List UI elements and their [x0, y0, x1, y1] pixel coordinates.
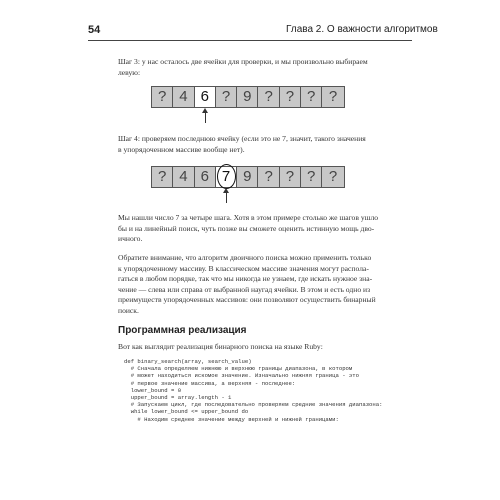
section-title: Программная реализация: [118, 325, 247, 336]
step3-array: [151, 86, 345, 108]
array-cell: 4: [173, 167, 194, 187]
arrow-up-icon: [226, 191, 227, 203]
array-cell: ?: [216, 87, 237, 107]
array-cell: 9: [237, 87, 258, 107]
text-line: чение — слева или справа от выбранной наугад ячейки. В этом и есть одно из: [118, 284, 371, 294]
text-line: гаться в любом порядке, так что мы никогда не узнаем, где искать нужное зна-: [118, 274, 373, 284]
text-line: преимуществ упорядоченных массивов: они позволяют осуществить бинарный: [118, 295, 376, 305]
array-cell: ?: [258, 87, 279, 107]
code-line: upper_bound = array.length - 1: [124, 394, 232, 402]
array-cell: 4: [173, 87, 194, 107]
array-cell: ?: [322, 87, 343, 107]
code-line: # первое значение массива, а верхняя - последнее:: [124, 379, 296, 387]
code-line: while lower_bound <= upper_bound do: [124, 408, 249, 416]
text-line: Вот как выглядит реализация бинарного поиска на языке Ruby:: [118, 342, 323, 351]
step4-array: [151, 166, 345, 188]
text-line: Обратите внимание, что алгоритм двоичного поиска можно применить только: [118, 253, 372, 262]
step4-text: [118, 134, 414, 155]
step4-line: в упорядоченном массиве вообще нет).: [118, 144, 245, 154]
step3-line: левую:: [118, 67, 141, 77]
step3-line: Шаг 3: у нас осталось две ячейки для проверки, и мы произвольно выбираем: [118, 57, 368, 66]
array-cell: ?: [152, 87, 173, 107]
code-line: # Сначала определяем нижнюю и верхнюю границы диапазона, в котором: [124, 365, 353, 373]
code-line: # может находиться искомое значение. Изначально нижняя граница - это: [124, 372, 359, 380]
code-line: def binary_search(array, search_value): [124, 358, 252, 365]
array-cell: ?: [280, 167, 301, 187]
array-cell: ?: [322, 167, 343, 187]
page-number: 54: [88, 24, 101, 36]
array-cell: 6: [195, 167, 216, 187]
code-line: # Запускаем цикл, где последовательно проверяем средние значения диапазона:: [124, 401, 383, 409]
code-line: lower_bound = 0: [124, 386, 182, 394]
text-line: поиск.: [118, 305, 139, 315]
array-cell-found: 7: [216, 167, 237, 187]
code-block: [124, 358, 414, 423]
array-cell: ?: [301, 167, 322, 187]
arrow-up-icon: [205, 111, 206, 123]
text-line: к упорядоченному массиву. В классическом массиве значения могут распола-: [118, 263, 369, 273]
array-cell: 9: [237, 167, 258, 187]
code-intro: [118, 342, 414, 353]
array-cell-selected: 6: [195, 87, 216, 107]
header-rule: [88, 40, 412, 41]
text-line: бы и на линейный поиск, чуть позже вы сможете оценить истинную мощь дво-: [118, 223, 375, 233]
paragraph-ordered-array: [118, 253, 414, 317]
step4-line: Шаг 4: проверяем последнюю ячейку (если это не 7, значит, такого значения: [118, 134, 366, 143]
paragraph-result: [118, 213, 414, 245]
step3-text: [118, 57, 414, 78]
array-cell: ?: [258, 167, 279, 187]
chapter-title: Глава 2. О важности алгоритмов: [286, 24, 438, 35]
text-line: ичного.: [118, 234, 143, 244]
array-cell: ?: [301, 87, 322, 107]
code-line: # Находим среднее значение между верхней и нижней границами:: [124, 415, 339, 423]
array-cell: ?: [152, 167, 173, 187]
array-cell: ?: [280, 87, 301, 107]
text-line: Мы нашли число 7 за четыре шага. Хотя в этом примере столько же шагов ушло: [118, 213, 379, 222]
